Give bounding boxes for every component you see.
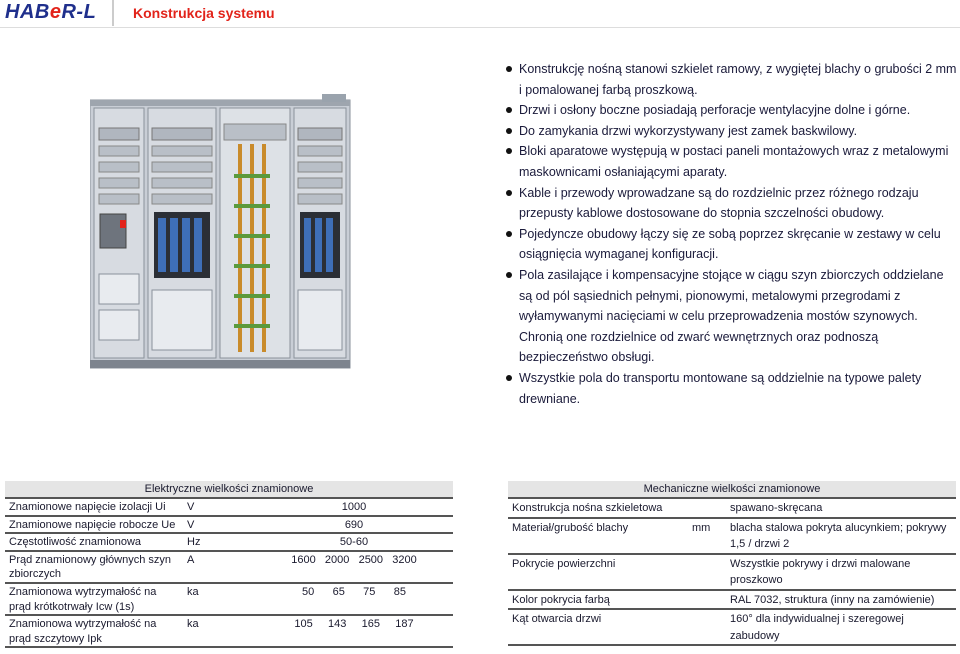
page-header xyxy=(0,0,960,26)
row-label: Znamionowa wytrzymałość na prąd krótkotrwały Icw (1s) xyxy=(5,583,183,615)
row-value: 160° dla indywidualnej i szeregowej zabudowy xyxy=(726,609,956,645)
row-value: blacha stalowa pokryta alucynkiem; pokrywy 1,5 / drzwi 2 xyxy=(726,518,956,554)
row-unit: ka xyxy=(183,615,255,647)
row-value: 50-60 xyxy=(255,533,453,551)
bullet-item: Bloki aparatowe występują w postaci paneli montażowych wraz z metalowymi maskownicami osłaniającymi aparaty. xyxy=(505,141,960,182)
header-divider xyxy=(0,27,960,28)
logo-text-1: HAB xyxy=(5,1,50,23)
bullet-item: Wszystkie pola do transportu montowane są oddzielnie na typowe palety drewniane. xyxy=(505,368,960,409)
row-label: Konstrukcja nośna szkieletowa xyxy=(508,498,688,518)
row-value: 105 143 165 187 xyxy=(255,615,453,647)
row-value: spawano-skręcana xyxy=(726,498,956,518)
table-row xyxy=(5,583,453,615)
row-label: Kąt otwarcia drzwi xyxy=(508,609,688,645)
row-label: Znamionowe napięcie robocze Ue xyxy=(5,516,183,534)
logo-divider xyxy=(112,0,114,26)
logo-text-2: e xyxy=(49,1,62,23)
row-label: Znamionowa wytrzymałość na prąd szczytowy Ipk xyxy=(5,615,183,647)
row-unit xyxy=(688,498,726,518)
bullet-item: Konstrukcję nośną stanowi szkielet ramowy, z wygiętej blachy o grubości 2 mm i pomalowanej farbą proszkową. xyxy=(505,59,960,100)
row-value: RAL 7032, struktura (inny na zamówienie) xyxy=(726,590,956,610)
row-unit: mm xyxy=(688,518,726,554)
mechanical-ratings-table xyxy=(508,481,956,646)
bullet-item: Do zamykania drzwi wykorzystywany jest zamek baskwilowy. xyxy=(505,121,960,142)
row-unit xyxy=(688,590,726,610)
row-unit: A xyxy=(183,551,255,583)
row-unit: Hz xyxy=(183,533,255,551)
table-title: Mechaniczne wielkości znamionowe xyxy=(508,481,956,498)
logo-text-3: R-L xyxy=(61,1,97,23)
row-label: Znamionowe napięcie izolacji Ui xyxy=(5,498,183,516)
row-unit: ka xyxy=(183,583,255,615)
bullet-item: Kable i przewody wprowadzane są do rozdzielnic przez różnego rodzaju przepusty kablowe dostosowane do stopnia szczelności obudowy. xyxy=(505,183,960,224)
table-row xyxy=(508,609,956,645)
row-unit xyxy=(688,554,726,590)
row-unit xyxy=(688,609,726,645)
construction-bullet-list xyxy=(505,59,960,409)
table-title: Elektryczne wielkości znamionowe xyxy=(5,481,453,498)
table-row xyxy=(508,498,956,518)
table-row xyxy=(508,590,956,610)
row-value: 1000 xyxy=(255,498,453,516)
bullet-item: Pola zasilające i kompensacyjne stojące w ciągu szyn zbiorczych oddzielane są od pól sąsiednich pełnymi, pionowymi, metalowymi przegrodami z wyłamywanymi nacięciami w celu przeprowadzenia mostów szynowych. Chronią one rozdzielnice od zwarć wewnętrznych oraz podnoszą bezpieczeństwo obsługi. xyxy=(505,265,960,368)
table-row xyxy=(5,516,453,534)
haber-logo xyxy=(5,1,96,24)
row-value: 690 xyxy=(255,516,453,534)
row-unit: V xyxy=(183,516,255,534)
row-label: Materiał/grubość blachy xyxy=(508,518,688,554)
row-label: Pokrycie powierzchni xyxy=(508,554,688,590)
row-label: Kolor pokrycia farbą xyxy=(508,590,688,610)
section-title: Konstrukcja systemu xyxy=(133,5,275,21)
table-row xyxy=(5,615,453,647)
bullet-item: Drzwi i osłony boczne posiadają perforacje wentylacyjne dolne i górne. xyxy=(505,100,960,121)
switchboard-illustration xyxy=(90,94,352,370)
table-row xyxy=(508,554,956,590)
electrical-ratings-table xyxy=(5,481,453,648)
row-unit: V xyxy=(183,498,255,516)
table-row xyxy=(5,533,453,551)
table-row xyxy=(5,498,453,516)
row-value: 1600 2000 2500 3200 xyxy=(255,551,453,583)
table-row xyxy=(508,518,956,554)
row-value: Wszystkie pokrywy i drzwi malowane proszkowo xyxy=(726,554,956,590)
row-value: 50 65 75 85 xyxy=(255,583,453,615)
bullet-item: Pojedyncze obudowy łączy się ze sobą poprzez skręcanie w zestawy w celu osiągnięcia wymaganej konfiguracji. xyxy=(505,224,960,265)
row-label: Częstotliwość znamionowa xyxy=(5,533,183,551)
table-row xyxy=(5,551,453,583)
row-label: Prąd znamionowy głównych szyn zbiorczych xyxy=(5,551,183,583)
